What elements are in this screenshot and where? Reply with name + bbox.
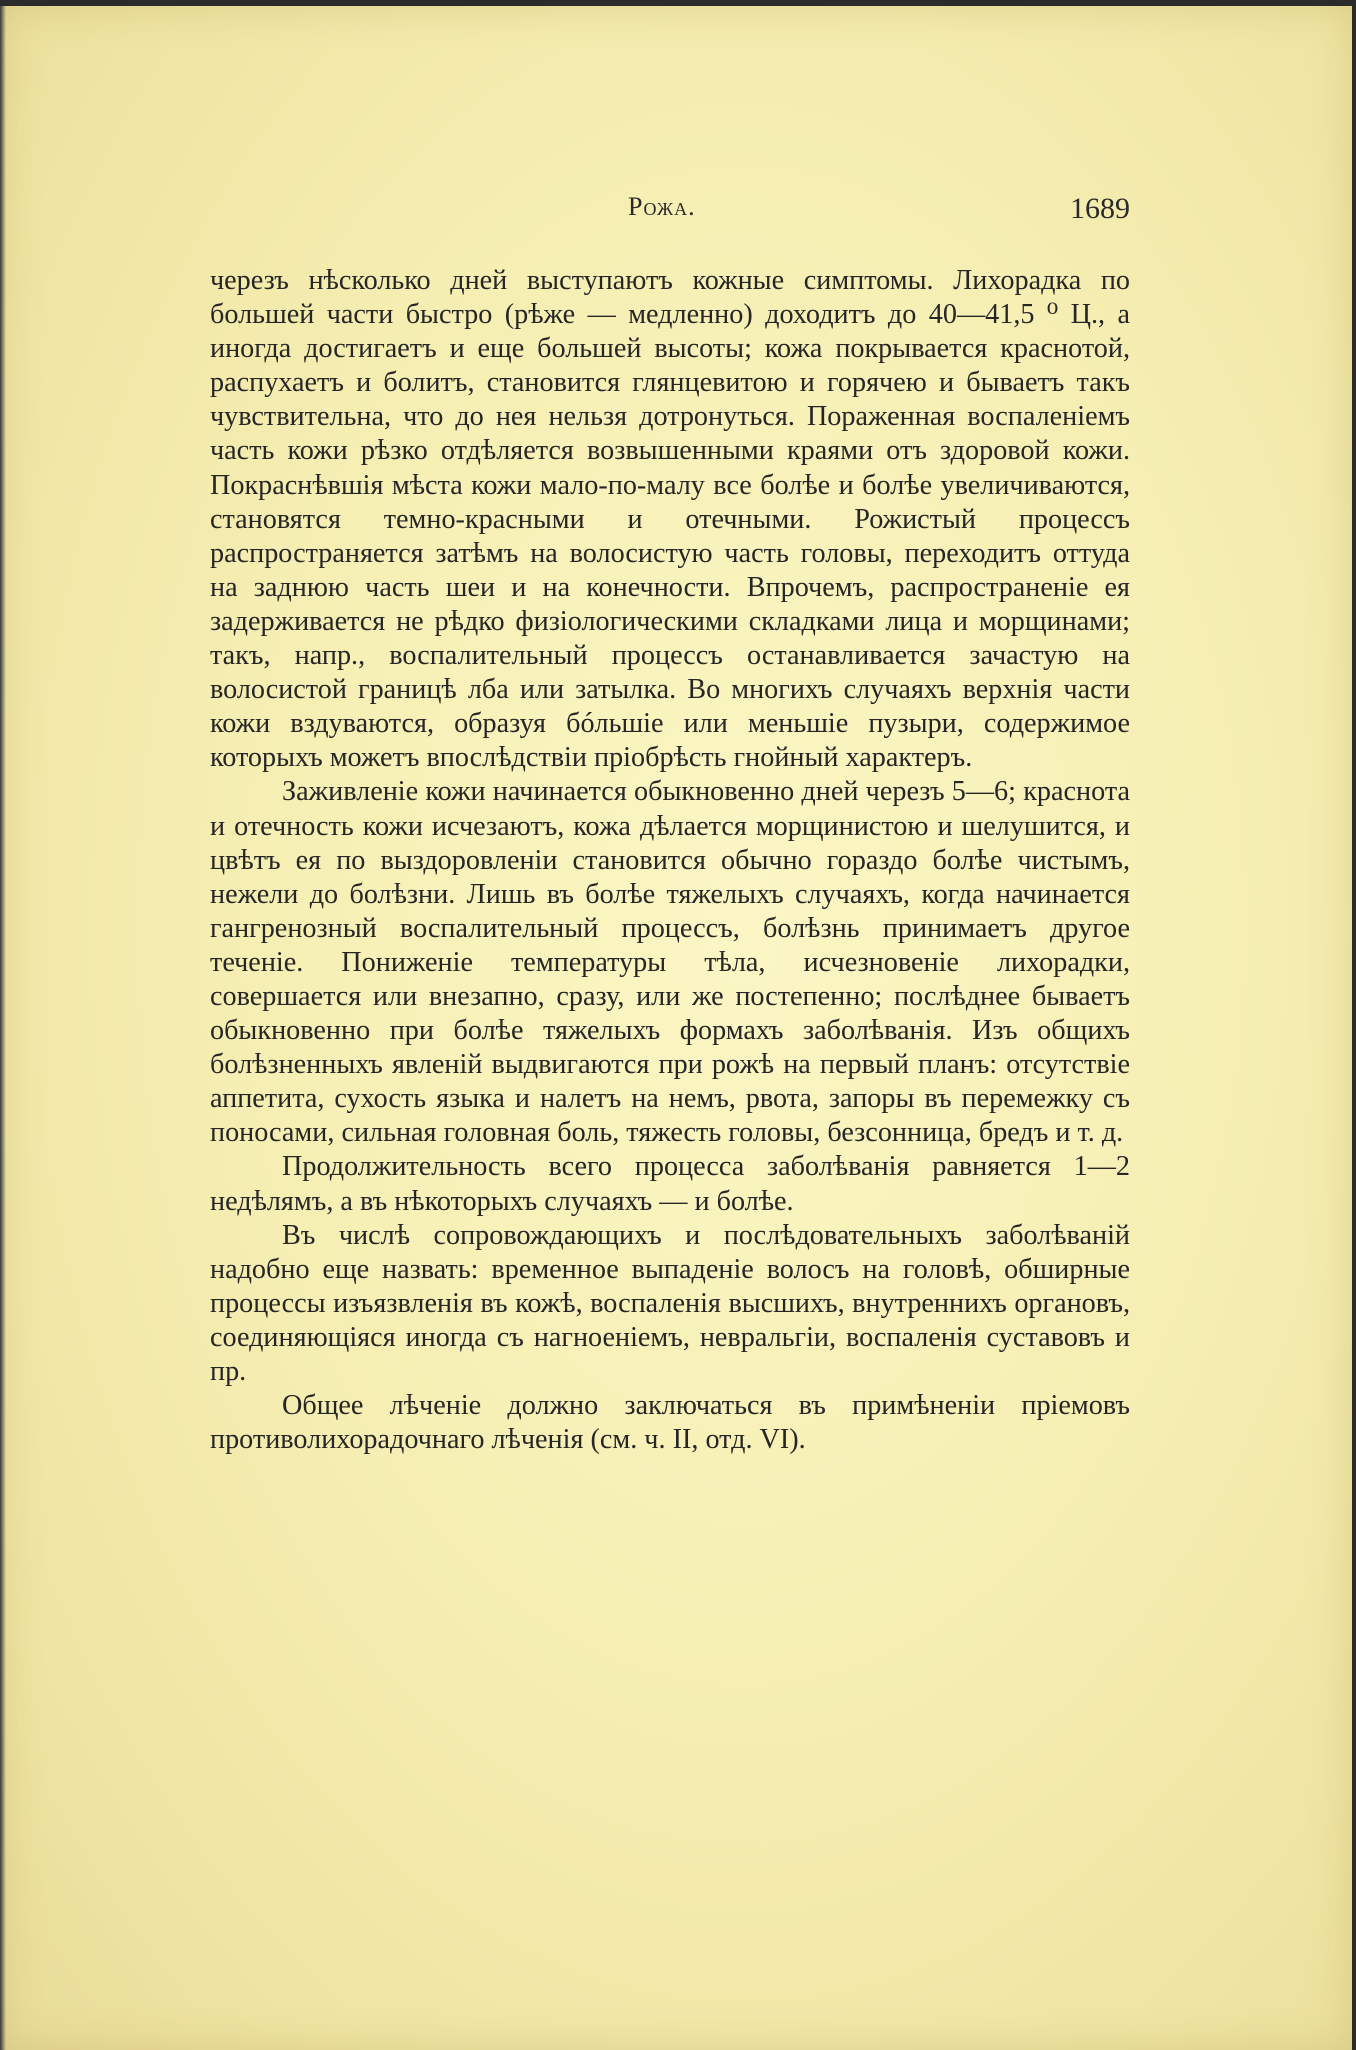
book-page <box>0 6 1352 2050</box>
body-text <box>210 264 1130 1457</box>
paragraph: Заживленіе кожи начинается обыкновенно дней черезъ 5—6; краснота и отечность кожи исчезаютъ, кожа дѣлается морщинистою и шелушится, и цвѣтъ ея по выздоровленіи становится обычно гораздо болѣе чистымъ, нежели до болѣзни. Лишь въ болѣе тяжелыхъ случаяхъ, когда начинается гангренозный воспалительный процессъ, болѣзнь принимаетъ другое теченіе. Пониженіе температуры тѣла, исчезновеніе лихорадки, совершается или внезапно, сразу, или же постепенно; послѣднее бываетъ обыкновенно при болѣе тяжелыхъ формахъ заболѣванія. Изъ общихъ болѣзненныхъ явленій выдвигаются при рожѣ на первый планъ: отсутствіе аппетита, сухость языка и налетъ на немъ, рвота, запоры въ перемежку съ поносами, сильная головная боль, тяжесть головы, безсонница, бредъ и т. д. <box>210 776 1130 1149</box>
paragraph: Продолжительность всего процесса заболѣванія равняется 1—2 недѣлямъ, а въ нѣкоторыхъ случаяхъ — и болѣе. <box>210 1151 1130 1217</box>
paragraph: Общее лѣченіе должно заключаться въ примѣненіи пріемовъ противолихорадочнаго лѣченія (см. ч. II, отд. VI). <box>210 1390 1130 1456</box>
page-number: 1689 <box>1070 192 1130 225</box>
running-title: Рожа. <box>628 192 696 221</box>
page-header <box>210 192 1130 232</box>
paragraph: Въ числѣ сопровождающихъ и послѣдовательныхъ заболѣваній надобно еще назвать: временное выпаденіе волосъ на головѣ, обширные процессы изъязвленія въ кожѣ, воспаленія высшихъ, внутреннихъ органовъ, соединяющіяся иногда съ нагноеніемъ, невральгіи, воспаленія суставовъ и пр. <box>210 1219 1130 1387</box>
paragraph: черезъ нѣсколько дней выступаютъ кожные симптомы. Лихорадка по большей части быстро (рѣже — медленно) доходитъ до 40—41,5 ⁰ Ц., а иногда достигаетъ и еще большей высоты; кожа покрывается краснотой, распухаетъ и болитъ, становится глянцевитою и горячею и бываетъ такъ чувствительна, что до нея нельзя дотронуться. Пораженная воспаленіемъ часть кожи рѣзко отдѣляется возвышенными краями отъ здоровой кожи. Покраснѣвшія мѣста кожи мало-по-малу все болѣе и болѣе увеличиваются, становятся темно-красными и отечными. Рожистый процессъ распространяется затѣмъ на волосистую часть головы, переходитъ оттуда на заднюю часть шеи и на конечности. Впрочемъ, распространеніе ея задерживается не рѣдко физіологическими складками лица и морщинами; такъ, напр., воспалительный процессъ останавливается зачастую на волосистой границѣ лба или затылка. Во многихъ случаяхъ верхнія части кожи вздуваются, образуя бóльшіе или меньшіе пузыри, содержимое которыхъ можетъ впослѣдствіи пріобрѣсть гнойный характеръ. <box>210 265 1130 774</box>
